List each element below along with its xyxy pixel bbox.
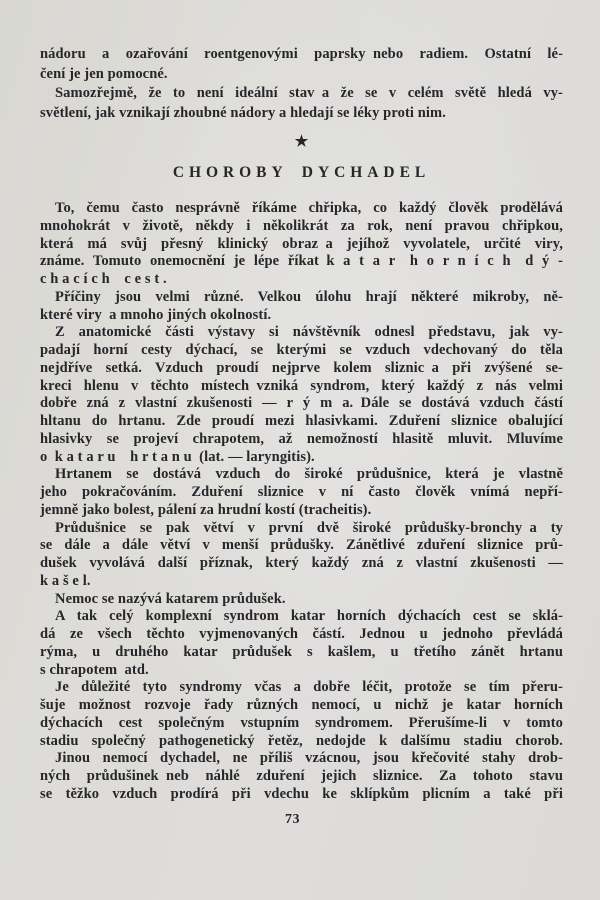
text-line: Jinou nemocí dychadel, ne příliš vzácnou, jsou křečovité stahy drob- (55, 750, 563, 767)
text-line: Hrtanem se dostává vzduch do široké průdušnice, která je vlastně (55, 466, 563, 483)
text-line: rýma, u druhého katar průdušek s kašlem, u třetího zánět hrtanu (40, 643, 563, 660)
text-line: nejdříve setká. Vzduch proudí nejprve kolem sliznic a při zvýšené se- (40, 359, 563, 376)
text-line: dá ze všech těchto vyjmenovaných částí. Jednou u jednoho převládá (40, 626, 563, 642)
text-line: Z anatomické části výstavy si návštěvník odnesl představu, jak vy- (55, 324, 563, 341)
text-line: hlasivky se projeví chrapotem, až nemožností hlasitě mluvit. Mluvíme (40, 430, 563, 447)
text-line: ných průdušinek neb náhlé zduření jejich sliznice. Za tohoto stavu (40, 768, 563, 784)
text-line: Samozřejmě, že to není ideální stav a že se v celém světě hledá vy- (55, 85, 563, 101)
star-icon: ★ (294, 134, 309, 150)
text-line: čení je jen pomocné. (40, 65, 168, 82)
text-line: jeho pokračováním. Zduření sliznice v ní často člověk vnímá nepří- (40, 484, 563, 500)
text-line: hltanu do hrtanu. Zde proudí mezi hlasivkami. Zduření sliznice obalující (40, 413, 563, 429)
text-line: c h a c í c h c e s t . (40, 271, 167, 287)
text-line: Nemoc se nazývá katarem průdušek. (55, 590, 286, 607)
intro-paragraphs (40, 45, 563, 123)
text-line: A tak celý komplexní syndrom katar horních dýchacích cest se sklá- (55, 608, 563, 625)
text-line: které viry a mnoho jiných okolností. (40, 306, 272, 323)
body-paragraphs (40, 200, 563, 804)
text-line: Příčiny jsou velmi různé. Velkou úlohu hrají některé mikroby, ně- (55, 288, 563, 305)
text-line: k a š e l. (40, 572, 91, 589)
text-line: šuje možnost rozvoje řady různých nemocí, u nichž je katar horních (40, 697, 563, 713)
text-line: kreci hlenu v těchto místech vzniká syndrom, který každý z nás velmi (40, 377, 563, 394)
chapter-title: CHOROBY DYCHADEL (172, 164, 431, 181)
text-line: se dále a dále větví v menší průdušky. Zánětlivé zduření sliznice prů- (40, 537, 563, 554)
text-line: Je důležité tyto syndromy včas a dobře léčit, protože se tím přeru- (55, 679, 563, 696)
text-line: stadiu společný pathogenetický řetěz, nedojde k dalšímu stadiu chorob. (40, 732, 563, 749)
text-line: Průdušnice se pak větví v první dvě široké průdušky-bronchy a ty (55, 519, 563, 536)
text-line: To, čemu často nesprávně říkáme chřipka, co každý člověk prodělává (55, 200, 563, 216)
text-line: mnohokrát v životě, někdy i několikrát za rok, není pravou chřipkou, (40, 217, 563, 234)
text-line: známe. Tomuto onemocnění je lépe říkat k a t a r h o r n í c h d ý - (40, 253, 563, 270)
page-number: 73 (285, 811, 300, 827)
text-line: jemně jako bolest, pálení za hrudní kostí (tracheitis). (40, 501, 372, 518)
text-line: dušek vyvolává další příznak, který každý zná z vlastní zkušenosti — (40, 555, 563, 571)
text-line: dobře zná z vlastní zkušenosti — r ý m a. Dále se dostává vzduch částí (40, 395, 563, 412)
text-line: dýchacích cest společným vstupním syndromem. Přerušíme-li v tomto (40, 714, 563, 731)
text-line: o k a t a r u h r t a n u (lat. — laryngitis). (40, 448, 315, 465)
text-line: která má svůj přesný klinický obraz a jejíhož vyvolatele, určité viry, (40, 235, 563, 252)
text-column (40, 45, 563, 829)
text-line: s chrapotem atd. (40, 661, 149, 678)
text-line: nádoru a ozařování roentgenovými paprsky nebo radiem. Ostatní lé- (40, 46, 563, 62)
text-line: světlení, jak vznikají zhoubné nádory a hledají se léky proti nim. (40, 104, 446, 121)
text-line: se těžko vzduch prodírá při vdechu ke sklípkům plicním a také při (40, 785, 563, 802)
text-line: padají horní cesty dýchací, se kterými se vzduch vdechovaný do těla (40, 342, 563, 358)
